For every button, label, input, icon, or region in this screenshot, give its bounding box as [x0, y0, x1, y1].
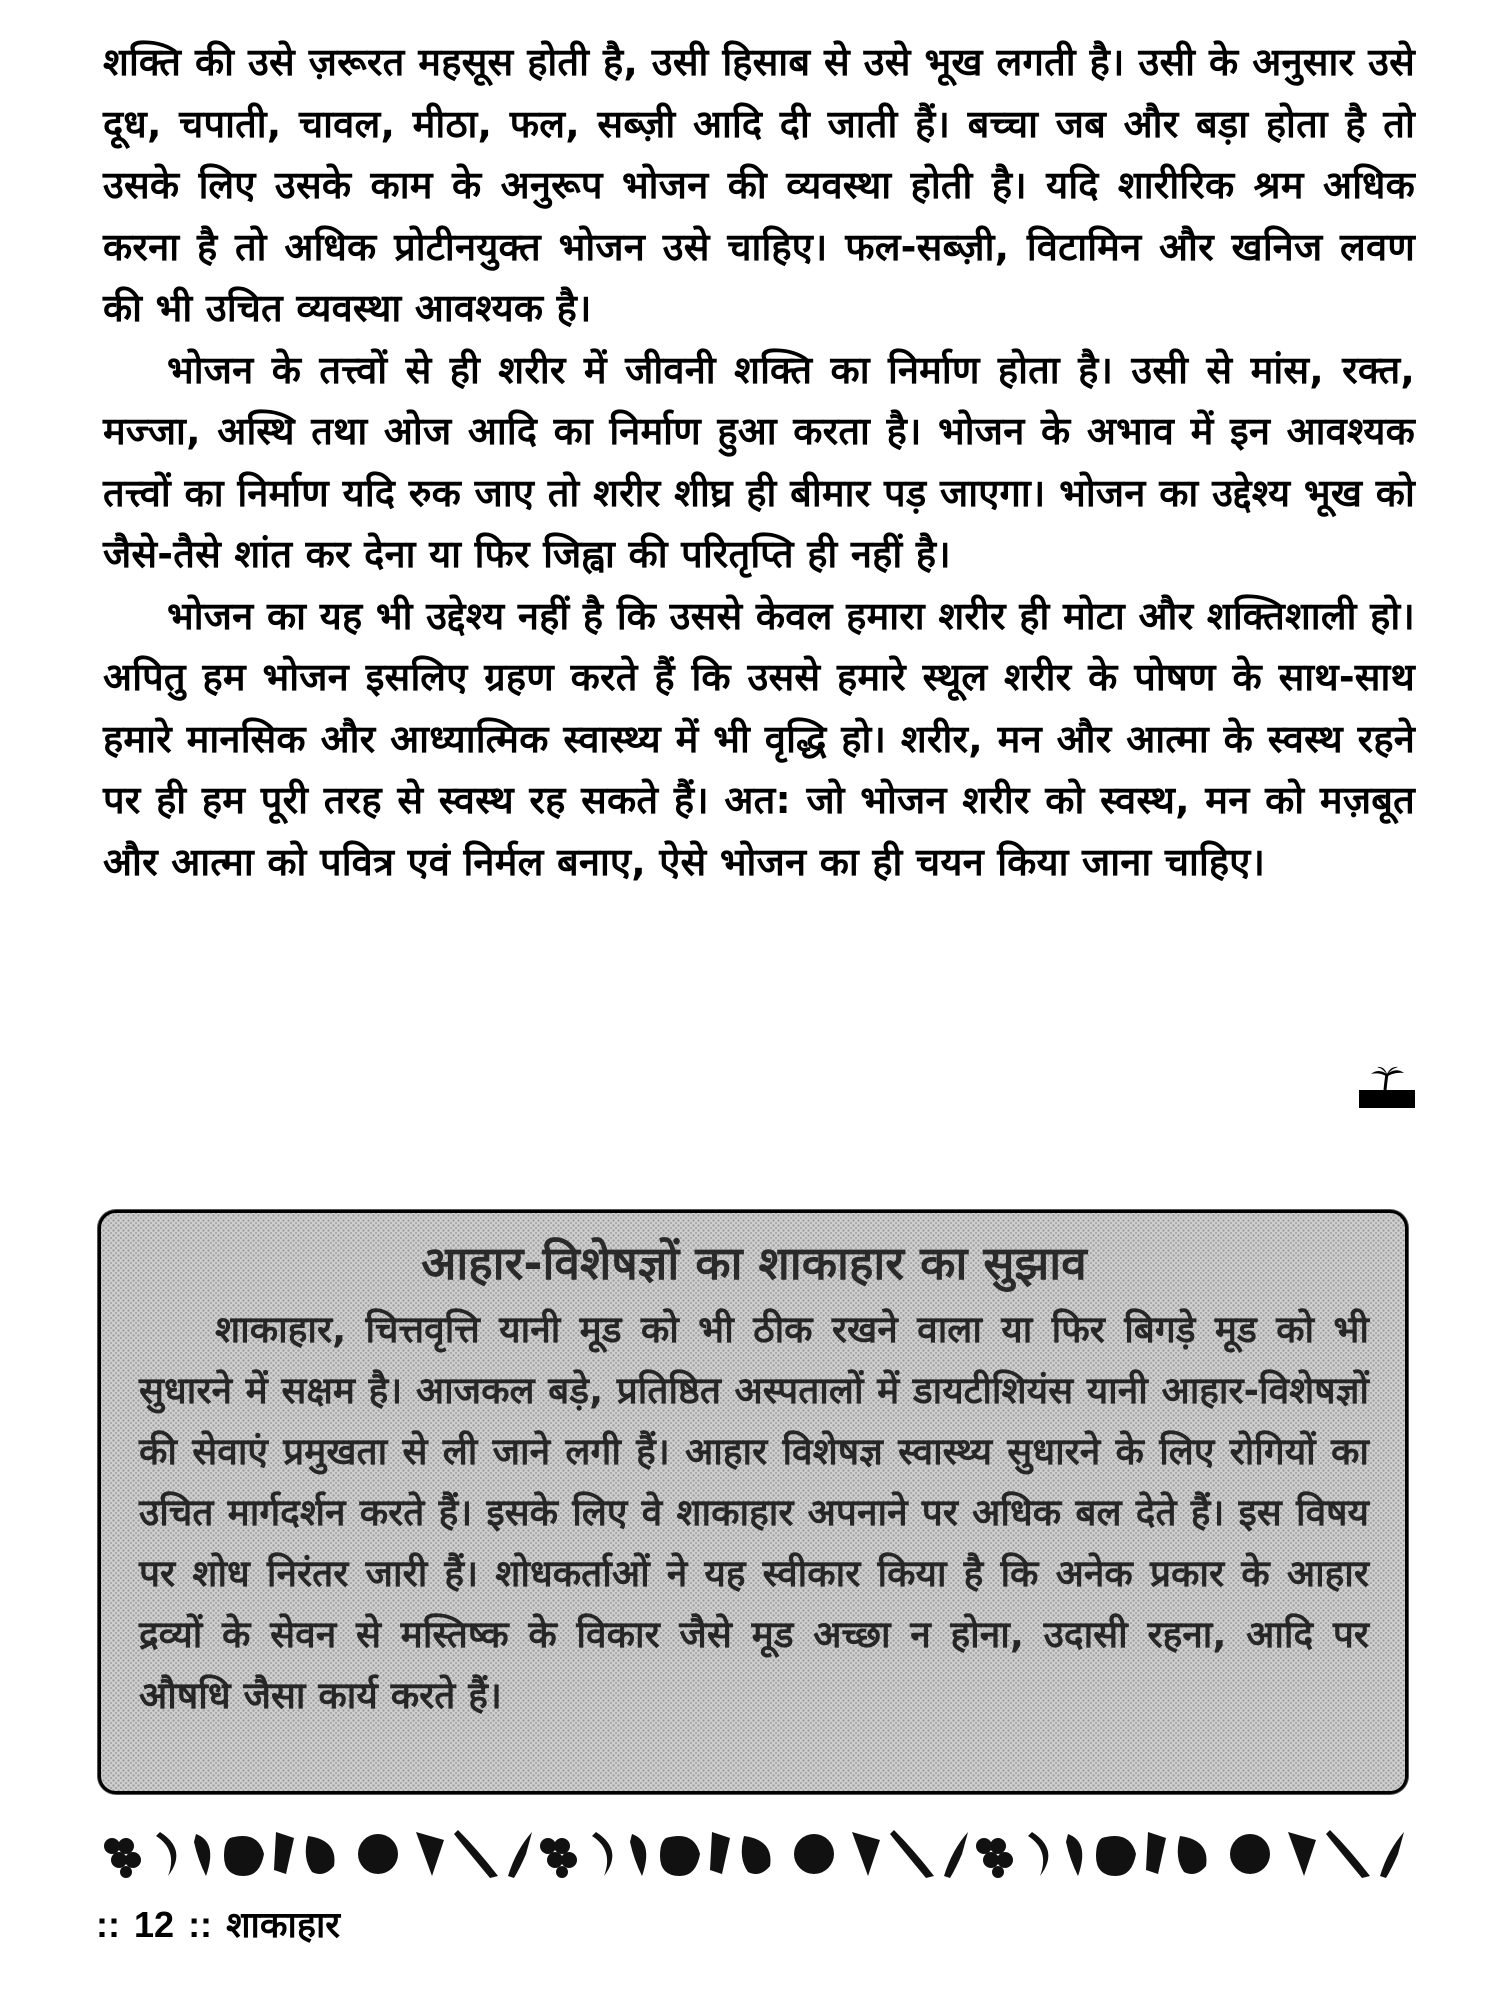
book-title: शाकाहार — [226, 1904, 341, 1945]
vegetable-border — [98, 1820, 1408, 1880]
island-palm-icon — [1358, 1066, 1416, 1110]
box-title: आहार-विशेषज्ञों का शाकाहार का सुझाव — [421, 1236, 1087, 1290]
footer-separator-right: :: — [188, 1904, 213, 1945]
paragraph-3: भोजन का यह भी उद्देश्य नहीं है कि उससे केवल हमारा शरीर ही मोटा और शक्तिशाली हो। अपितु हम भोजन इसलिए ग्रहण करते हैं कि उससे हमारे स्थूल शरीर के पोषण के साथ-साथ हमारे मानसिक और आध्यात्मिक स्वास्थ्य में भी वृद्धि हो। शरीर, मन और आत्मा के स्वस्थ रहने पर ही हम पूरी तरह से स्वस्थ रह सकते हैं। अत: जो भोजन शरीर को स्वस्थ, मन को मज़बूत और आत्मा को पवित्र एवं निर्मल बनाए, ऐसे भोजन का ही चयन किया जाना चाहिए। — [103, 593, 1415, 884]
main-text — [103, 32, 1415, 893]
box-text: शाकाहार, चित्तवृत्ति यानी मूड को भी ठीक रखने वाला या फिर बिगड़े मूड को भी सुधारने में सक्षम है। आजकल बड़े, प्रतिष्ठित अस्पतालों में डायटीशियंस यानी आहार-विशेषज्ञों की सेवाएं प्रमुखता से ली जाने लगी हैं। आहार विशेषज्ञ स्वास्थ्य सुधारने के लिए रोगियों का उचित मार्गदर्शन करते हैं। इसके लिए वे शाकाहार अपनाने पर अधिक बल देते हैं। इस विषय पर शोध निरंतर जारी हैं। शोधकर्ताओं ने यह स्वीकार किया है कि अनेक प्रकार के आहार द्रव्यों के सेवन से मस्तिष्क के विकार जैसे मूड अच्छा न होना, उदासी रहना, आदि पर औषधि जैसा कार्य करते हैं। — [139, 1308, 1369, 1717]
paragraph-1: शक्ति की उसे ज़रूरत महसूस होती है, उसी हिसाब से उसे भूख लगती है। उसी के अनुसार उसे दूध, चपाती, चावल, मीठा, फल, सब्ज़ी आदि दी जाती हैं। बच्चा जब और बड़ा होता है तो उसके लिए उसके काम के अनुरूप भोजन की व्यवस्था होती है। यदि शारीरिक श्रम अधिक करना है तो अधिक प्रोटीनयुक्त भोजन उसे चाहिए। फल-सब्ज़ी, विटामिन और खनिज लवण की भी उचित व्यवस्था आवश्यक है। — [103, 40, 1415, 330]
footer-separator-left: :: — [96, 1904, 120, 1945]
paragraph-2: भोजन के तत्त्वों से ही शरीर में जीवनी शक्ति का निर्माण होता है। उसी से मांस, रक्त, मज्जा, अस्थि तथा ओज आदि का निर्माण हुआ करता है। भोजन के अभाव में इन आवश्यक तत्त्वों का निर्माण यदि रुक जाए तो शरीर शीघ्र ही बीमार पड़ जाएगा। भोजन का उद्देश्य भूख को जैसे-तैसे शांत कर देना या फिर जिह्वा की परितृप्ति ही नहीं है। — [103, 347, 1415, 576]
page-footer — [96, 1903, 344, 1947]
page-number: 12 — [134, 1904, 175, 1945]
info-box — [98, 1210, 1408, 1794]
